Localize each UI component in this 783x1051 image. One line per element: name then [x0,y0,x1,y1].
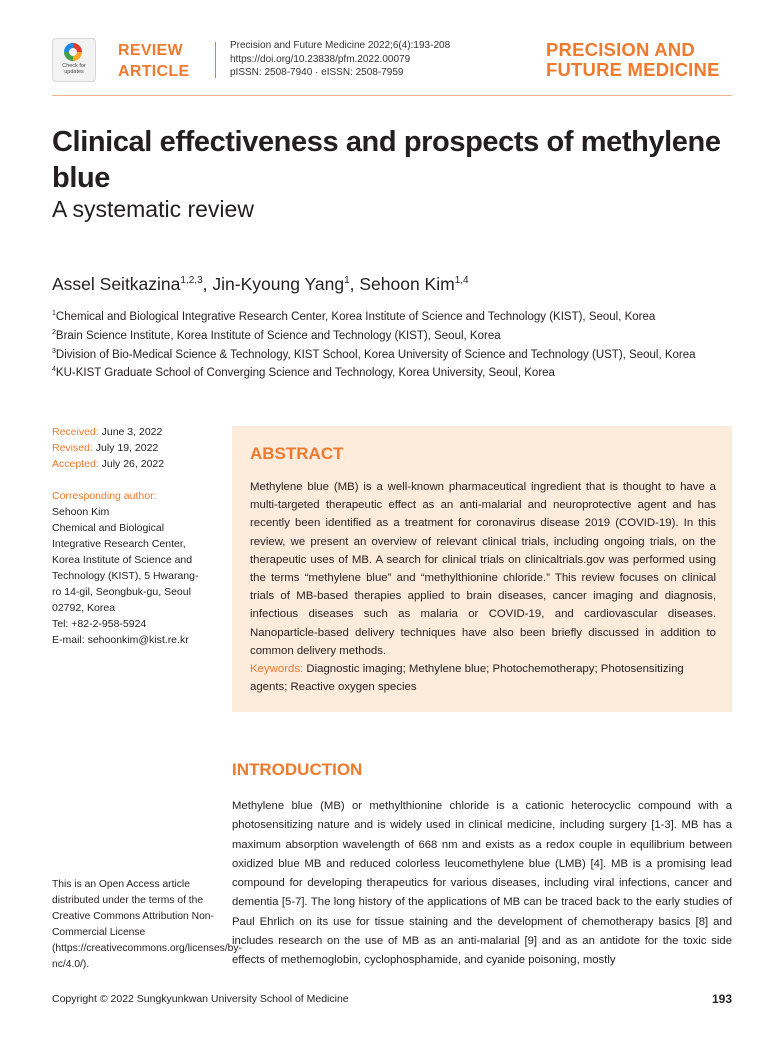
email-link[interactable]: E-mail: sehoonkim@kist.re.kr [52,634,189,646]
introduction-body: Methylene blue (MB) or methylthionine chloride is a cationic heterocyclic compound with a photosensitizing nature and is widely used in clinical medicine, including surgery [1-3]. MB has a maximum absorption wavelength of 668 nm and exists as a redox couple in equilibrium between oxidized blue MB and reduced colorless leucomethylene blue (LMB) [4]. MB is a promising lead compound for developing therapeutics for various diseases, including viral infections, cancer and dementia [5-7]. The long history of the applications of MB can be traced back to the early studies of Paul Ehrlich on its use for tissue staining and the development of chemotherapy basics [8] and includes research on the use of MB as an anti-malarial [9] and as an antidote for the toxic side effects of methemoglobin, cyclophosphamide, and cyanide poisoning, mostly [232,800,732,967]
keywords-label: Keywords: [250,663,304,675]
article-subtitle: A systematic review [52,196,254,222]
corresponding-author: Corresponding author: Sehoon Kim Chemical and Biological Integrative Research Center, Korea Institute of Science and Technology (KIST), 5 Hwarang- ro 14-gil, Seongbuk-gu, Seoul 02792, Korea Tel: +82-2-958-5924 E-mail: sehoonkim@kist.re.kr [52,488,227,648]
doi-link[interactable]: https://doi.org/10.23838/pfm.2022.00079 [230,53,411,65]
affiliation: $^2$Brain Science Institute, Korea Institute of Science and Technology (KIST), Seoul, Korea [52,328,501,342]
revised-date: Revised: July 19, 2022 [52,442,159,454]
author: Jin-Kyoung Yang [212,274,345,294]
journal-logo: PRECISION AND FUTURE MEDICINE [546,39,720,80]
author: Assel Seitkazina [52,274,181,294]
received-date: Received: June 3, 2022 [52,426,163,438]
header-rule [52,95,732,96]
introduction-heading: INTRODUCTION [232,760,363,779]
affiliation: $^4$KU-KIST Graduate School of Converging Science and Technology, Korea University, Seoul, Korea [52,366,555,380]
author: Sehoon Kim [359,274,455,294]
author-list: Assel Seitkazina$^{1,2,3}$, Jin-Kyoung Yang$^1$, Sehoon Kim$^{1,4}$ [52,274,469,294]
article-title: Clinical effectiveness and prospects of methylene blue [52,126,721,194]
corresponding-name: Sehoon Kim [52,506,110,518]
copyright: Copyright © 2022 Sungkyunkwan University School of Medicine [52,993,349,1005]
telephone: Tel: +82-2-958-5924 [52,618,147,630]
keywords-list: Diagnostic imaging; Methylene blue; Photochemotherapy; Photosensitizing agents; Reactive oxygen species [250,663,684,694]
abstract-body: Methylene blue (MB) is a well-known pharmaceutical ingredient that is thought to have a multi-targeted therapeutic effect as an anti-malarial and neuroprotective agent and has recently been identified as a treatment for coronavirus disease 2019 (COVID-19). In this review, we present an overview of relevant clinical trials, including ongoing trials, on the therapeutic uses of MB. A search for clinical trials on clinicaltrials.gov was performed using the terms “methylene blue” and “methylthionine chloride.” This review focuses on clinical trials of MB-based therapies applied to brain diseases, cancer imaging and diagnosis, infectious diseases such as malaria or COVID-19, and cardiovascular diseases. Nanoparticle-based delivery techniques have also been briefly discussed in addition to common delivery methods. [250,481,716,657]
accepted-date: Accepted: July 26, 2022 [52,458,165,470]
check-for-updates-badge[interactable] [52,38,96,82]
affiliations [52,308,752,383]
article-type: REVIEW ARTICLE [118,42,190,80]
crossmark-icon [64,43,82,61]
journal-citation: Precision and Future Medicine 2022;6(4):193-208 [230,40,451,51]
badge-text: Check for updates [62,63,86,75]
license-note: This is an Open Access article distributed under the terms of the Creative Commons Attribution Non-Commercial License (https://creativecommons.org/licenses/by-nc/4.0/). [52,879,242,970]
affiliation: $^1$Chemical and Biological Integrative Research Center, Korea Institute of Science and Technology (KIST), Seoul, Korea [52,310,656,323]
journal-info [230,39,450,80]
article-dates [52,424,227,472]
abstract-heading: ABSTRACT [250,444,344,463]
issn: pISSN: 2508-7940 · eISSN: 2508-7959 [230,67,404,78]
keywords [250,660,716,696]
header-divider [215,42,216,78]
affiliation: $^3$Division of Bio-Medical Science & Technology, KIST School, Korea University of Science and Technology (UST), Seoul, Korea [52,347,696,361]
page-number: 193 [711,992,732,1006]
